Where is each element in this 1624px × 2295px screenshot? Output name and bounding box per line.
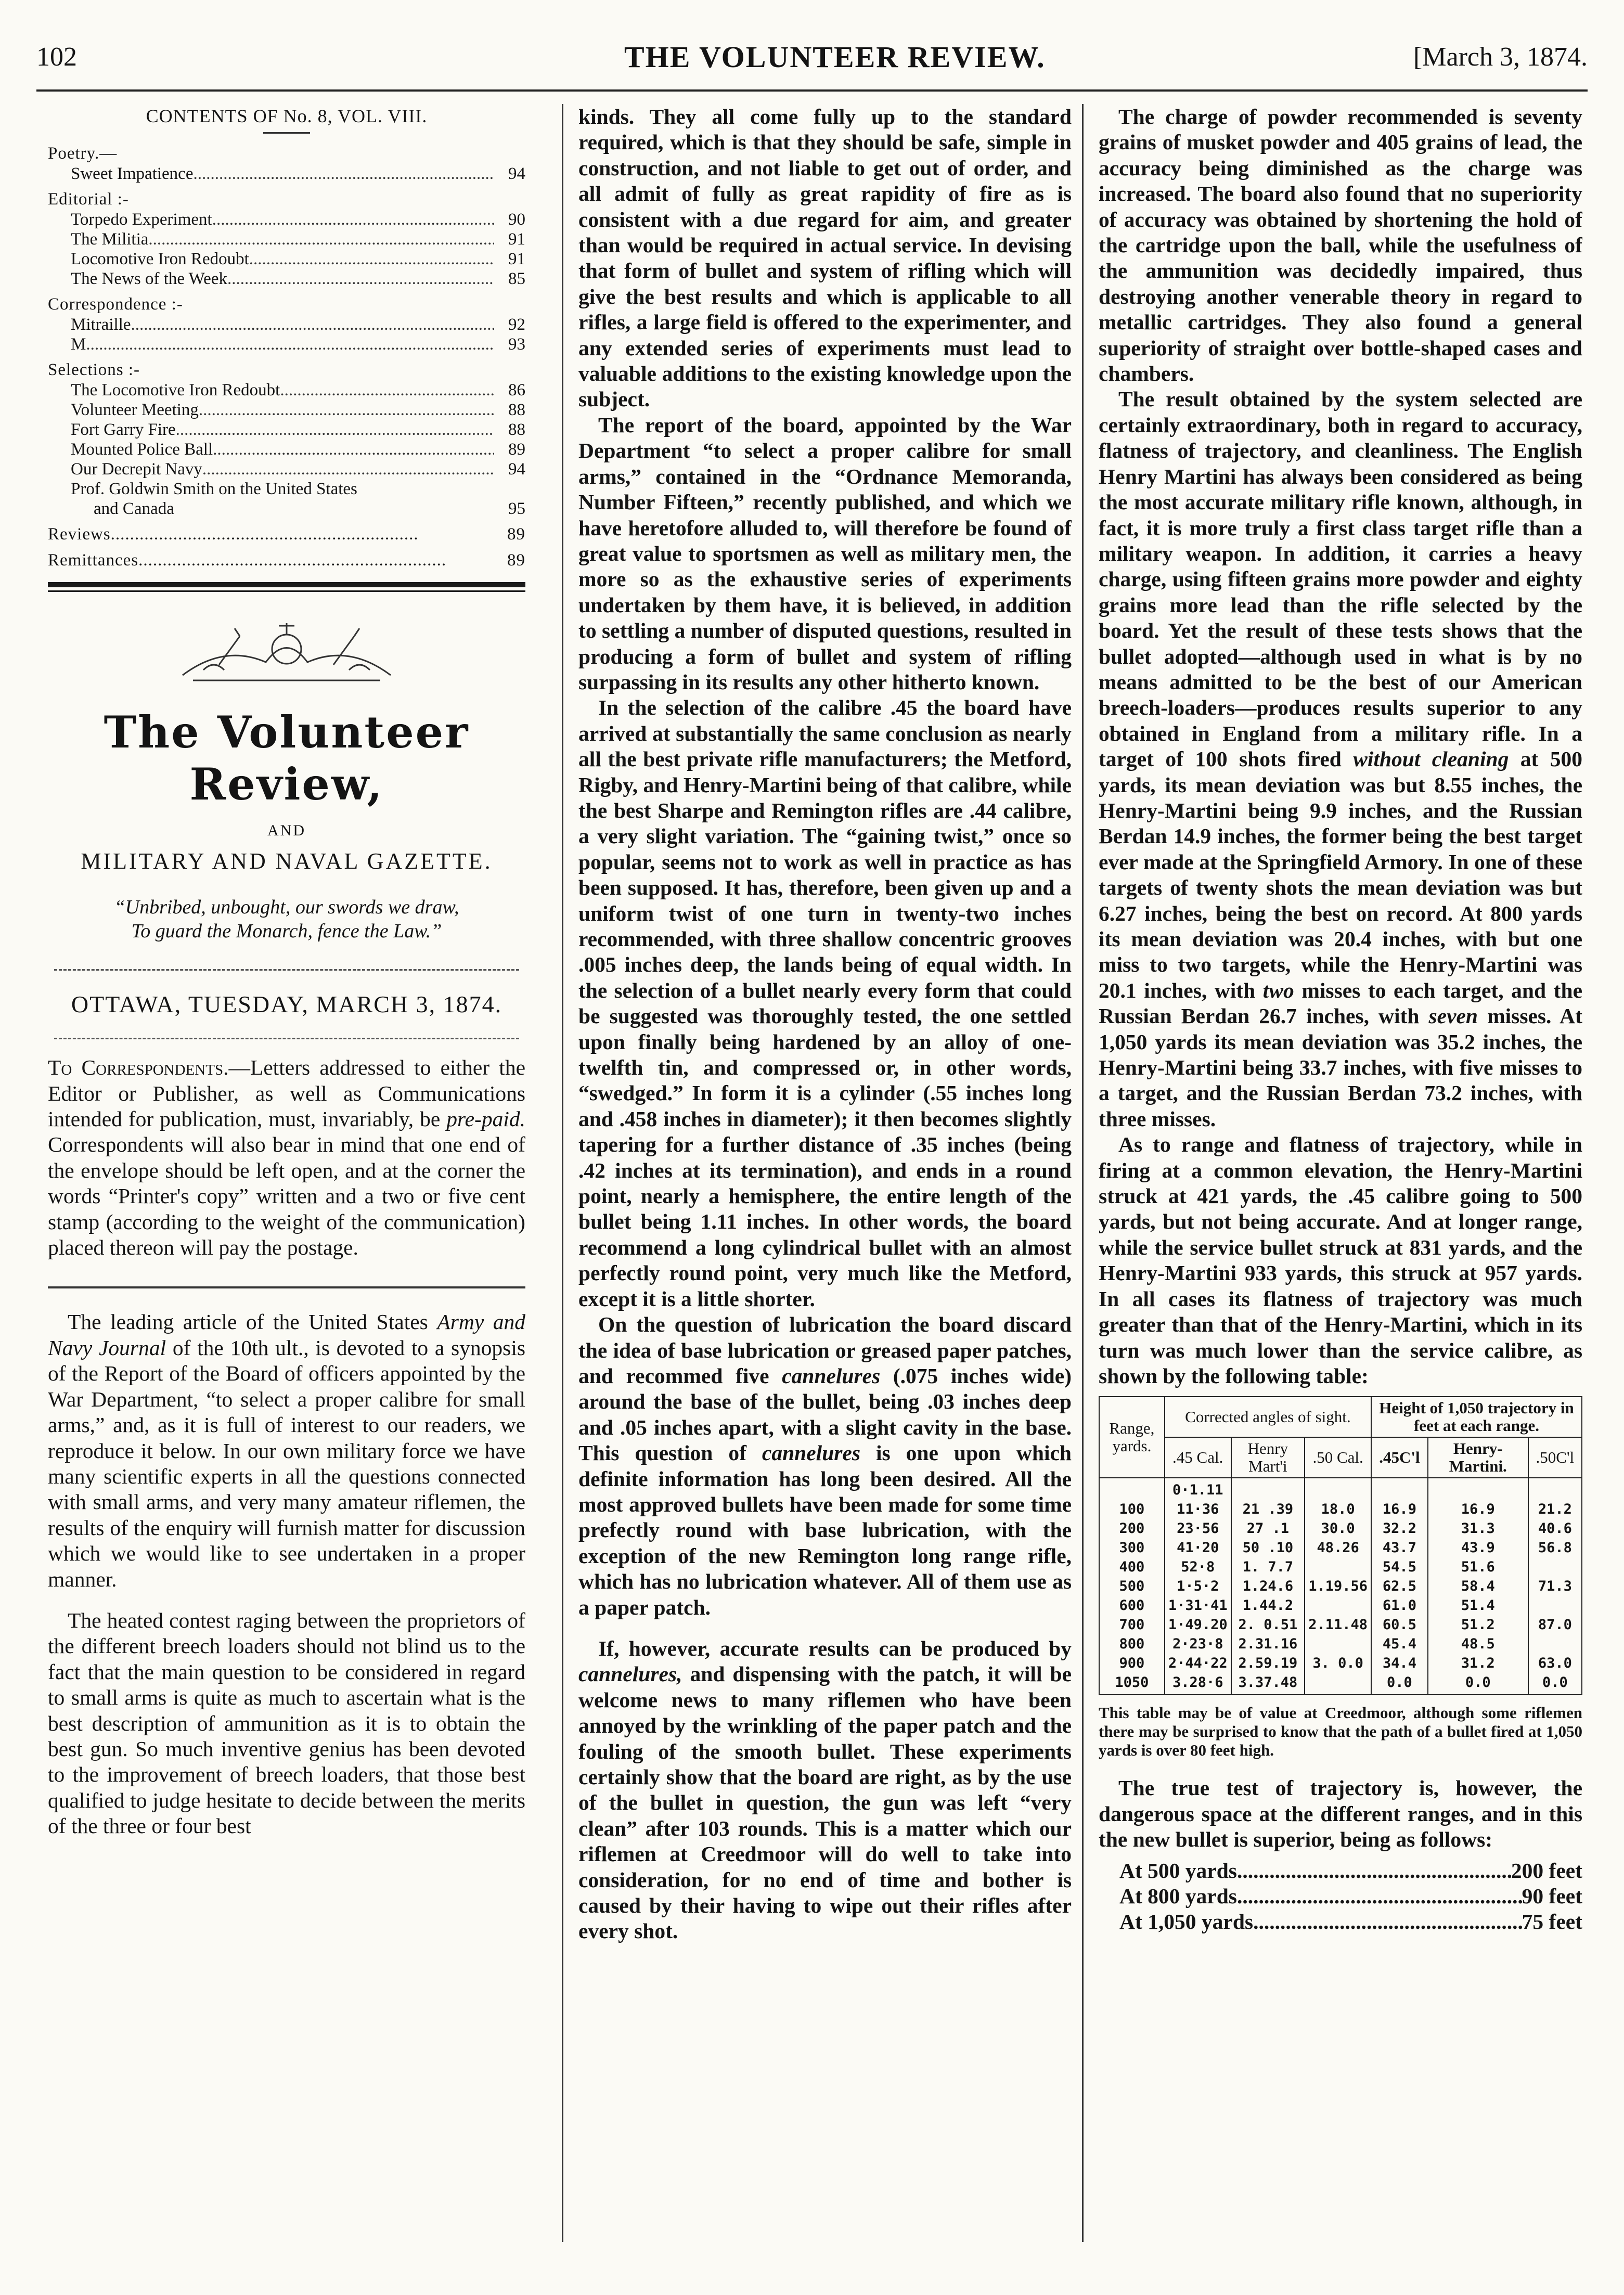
- table-cell-value: 16.9: [1461, 1501, 1495, 1518]
- table-cell-value: [1308, 1634, 1368, 1654]
- header-range: Range, yards.: [1099, 1397, 1165, 1478]
- text: is one upon which definite information has long been desired. All the most approved bullets have been made for some time prefectly round with base lubrication, with the exception of the new Remington long range rifle, which has no lubrication whatever. All of them use as a paper patch.: [578, 1441, 1072, 1619]
- toc-item-label: Mitraille: [71, 315, 131, 334]
- toc-section-heading: Reviews ................................................................ 89: [48, 525, 525, 544]
- table-cell-value: 1.19.56: [1308, 1578, 1368, 1595]
- table-cell-value: 48.26: [1317, 1540, 1359, 1556]
- table-cell-value: [1532, 1634, 1578, 1654]
- toc-section-heading: Poetry.—: [48, 144, 118, 163]
- text: and dispensing with the patch, it will be welcome news to many riflemen who have been annoyed by the wrinkling of the paper patch and the fouling of the smooth bullet. These experiments certainly show that the board are right, as by the use of the bullet in question, the gun was left “very clean” after 103 rounds. This is a matter which our riflemen at Creedmoor will do well to take into consideration, for no end of time and bother is caused by their having to wipe out their rifles after every shot.: [578, 1662, 1072, 1943]
- paragraph: [1099, 386, 1582, 1132]
- toc-item: [48, 210, 525, 229]
- table-cell-value: 1·31·41: [1168, 1597, 1228, 1614]
- table-cell-value: [1308, 1480, 1368, 1500]
- header-angles: Corrected angles of sight.: [1165, 1397, 1371, 1437]
- table-cell-value: 3. 0.0: [1312, 1655, 1363, 1672]
- toc-item-page: 91: [508, 250, 525, 268]
- contents-rule: [263, 132, 310, 134]
- masthead-subtitle: MILITARY AND NAVAL GAZETTE.: [81, 848, 493, 874]
- table-cell-value: 54.5: [1382, 1559, 1416, 1576]
- masthead-and: AND: [267, 822, 306, 839]
- table-cell-value: 61.0: [1382, 1597, 1416, 1614]
- table-cell-value: 48.5: [1461, 1636, 1495, 1653]
- header-50cal-height: .50C'l: [1528, 1437, 1582, 1478]
- toc-item: [48, 479, 525, 499]
- toc-item: [48, 380, 525, 400]
- column-rule: [1082, 104, 1084, 2242]
- table-cell-value: 2. 0.51: [1238, 1617, 1298, 1633]
- emphasis: two: [1262, 978, 1294, 1002]
- table-cell-value: [1532, 1557, 1578, 1577]
- paragraph: The charge of powder recommended is seventy grains of musket powder and 405 grains of lead, the accuracy being diminished as the charge was increased. The board also found that no superiority of accuracy was obtained by shortening the hold of the cartridge upon the ball, while the usefulness of the ammunition was decidedly impaired, thus destroying another venerable theory in regard to metallic cartridges. They also found a general superiority of straight over bottle-shaped cases and chambers.: [1099, 105, 1582, 386]
- table-cell-value: 700: [1119, 1617, 1145, 1633]
- column-2: [578, 104, 1072, 2252]
- column-rule: [562, 104, 563, 2242]
- table-cell-value: 50 .10: [1242, 1540, 1294, 1556]
- table-cell-value: 58.4: [1461, 1578, 1495, 1595]
- table-cell-value: 400: [1119, 1559, 1145, 1576]
- header-henry-height: Henry-Martini.: [1428, 1437, 1528, 1478]
- trajectory-table: [1099, 1396, 1582, 1695]
- table-cell-value: 32.2: [1382, 1520, 1416, 1537]
- table-cell-value: 0.0: [1542, 1674, 1568, 1691]
- toc-item: [48, 420, 525, 440]
- table-cell-value: 51.6: [1461, 1559, 1495, 1576]
- table-cell-value: 0.0: [1387, 1674, 1412, 1691]
- table-cell-value: 31.2: [1461, 1655, 1495, 1672]
- toc-section-heading: Correspondence :-: [48, 295, 183, 314]
- text: misses. At 1,050 yards its mean deviation was 35.2 inches, the Henry-Martini being 33.7 inches, with five misses to a target, and the Russian Berdan 73.2 inches, with three misses.: [1099, 1004, 1582, 1131]
- table-cell-value: 41·20: [1177, 1540, 1219, 1556]
- table-cell-value: 3.28·6: [1172, 1674, 1223, 1691]
- paragraph: In the selection of the calibre .45 the board have arrived at substantially the same conclusion as nearly all the best private rifle manufacturers; the Metford, Rigby, and Henry-Martini being of that calibre, while the best Sharpe and Remington rifles are .44 calibre, a very slight variation. The “gaining twist,” once so popular, seems not to work as well in practice as has been supposed. It has, therefore, been given up and a uniform twist of one turn in twenty-two inches recommended, with three shallow concentric grooves .005 inches deep, the lands being of equal width. In the selection of a bullet nearly every form that could be suggested was thoroughly tested, the one settled upon finally being hardened by an alloy of one-twelfth tin, and compressed or, in other words, “swedged.” In form it is a cylinder (.55 inches long and .458 inches in diameter); it then becomes slightly tapering for a further distance of .35 inches (being .42 inches at its termination), and ends in a round point, nearly a hemisphere, the entire length of the bullet being 1.11 inches. In other words, the board recommend a long cylindrical bullet with an almost perfectly round point, very much like the Metford, except it is a little shorter.: [578, 695, 1072, 1311]
- toc-item-page: 88: [508, 401, 525, 419]
- table-cell-value: 34.4: [1382, 1655, 1416, 1672]
- table-cell-value: 43.9: [1461, 1540, 1495, 1556]
- divider: [48, 590, 525, 592]
- table-cell-value: [1235, 1480, 1301, 1500]
- paragraph: As to range and flatness of trajectory, while in firing at a common elevation, the Henry-Martini struck at 421 yards, the .45 calibre going to 500 yards, but not being accurate. And at longer range, while the service bullet struck at 831 yards, and the Henry-Martini 933 yards, this struck at 957 yards. In all cases its flatness of trajectory was much greater than that of the Henry-Martini, which in its turn was much lower than the service calibre, as shown by the following table:: [1099, 1132, 1582, 1388]
- table-cell-value: 21.2: [1538, 1501, 1572, 1518]
- toc-item-label: The Militia: [71, 230, 149, 249]
- journal-title: THE VOLUNTEER REVIEW.: [624, 40, 1046, 74]
- trajectory-row: [1099, 1909, 1582, 1935]
- table-cell-value: 60.5: [1382, 1617, 1416, 1633]
- paragraph: [578, 1312, 1072, 1620]
- motto: [48, 895, 525, 943]
- table-cell-value: 1·49.20: [1168, 1617, 1228, 1633]
- table-cell-value: 51.2: [1461, 1617, 1495, 1633]
- table-cell-value: 27 .1: [1246, 1520, 1290, 1537]
- table-cell-value: 62.5: [1382, 1578, 1416, 1595]
- notice-emphasis: pre-paid.: [446, 1107, 525, 1131]
- header-45cal-height: .45C'l: [1371, 1437, 1428, 1478]
- masthead-title: The Volunteer Review,: [104, 706, 470, 810]
- toc-item-page: 88: [508, 420, 525, 439]
- table-note: This table may be of value at Creedmoor, although some riflemen there may be surprised to know that the path of a bullet fired at 1,050 yards is over 80 feet high.: [1099, 1704, 1582, 1760]
- table-cell-value: 1. 7.7: [1242, 1559, 1294, 1576]
- table-cell-value: 200: [1119, 1520, 1145, 1537]
- toc-item-page: 89: [508, 440, 525, 459]
- trajectory-distance: At 500 yards: [1119, 1858, 1237, 1883]
- trajectory-distance: At 1,050 yards: [1119, 1910, 1254, 1934]
- toc-item-label: The News of the Week: [71, 269, 227, 288]
- toc-item-page: 94: [508, 164, 525, 183]
- table-cell-value: 11·36: [1177, 1501, 1219, 1518]
- ranges-cell: [1099, 1478, 1165, 1695]
- table-cell-value: 71.3: [1538, 1578, 1572, 1595]
- table-cell-value: 1·5·2: [1177, 1578, 1219, 1595]
- table-cell-value: 40.6: [1538, 1520, 1572, 1537]
- table-cell-value: 2.59.19: [1238, 1655, 1298, 1672]
- notice-text: Correspondents will also bear in mind that one end of the envelope should be left open, and at the corner the words “Printer's copy” written and a two or five cent stamp (according to the weight of the communication) placed thereon will pay the postage.: [48, 1132, 525, 1260]
- table-cell-value: 300: [1119, 1540, 1145, 1556]
- divider: [54, 969, 519, 971]
- toc-item-label: Volunteer Meeting: [71, 401, 199, 419]
- table-cell-value: [1308, 1557, 1368, 1577]
- toc-section-heading: Remittances ................................................................ 89: [48, 551, 525, 570]
- table-cell-value: [1308, 1596, 1368, 1615]
- table-cell-value: 1.44.2: [1242, 1597, 1294, 1614]
- table-cell-value: 43.7: [1382, 1540, 1416, 1556]
- toc-item-label: Prof. Goldwin Smith on the United States: [71, 480, 357, 498]
- toc-item-label: Fort Garry Fire: [71, 420, 176, 439]
- text: misses to each target, and the Russian Berdan 26.7 inches, with: [1099, 978, 1582, 1028]
- paragraph: The true test of trajectory is, however, the dangerous space at the different ranges, and in this the new bullet is superior, being as follows:: [1099, 1776, 1582, 1852]
- text: The result obtained by the system selected are certainly extraordinary, both in regard to accuracy, flatness of trajectory, and cleanliness. The English Henry Martini has always been considered as being the most accurate military rifle known, although, in fact, it is more truly a first class target rifle than a military weapon. In addition, it carries a heavy charge, using fifteen grains more powder and eighty grains more lead than the rifle selected by the board. Yet the result of these tests shows that the bullet adopted—although used in what is by no means admitted to be the best of our American breech-loaders—produces results superior to any obtained in England from a military rifle. In a target of 100 shots fired: [1099, 387, 1582, 771]
- toc-item-page: 94: [508, 460, 525, 479]
- notice-text: —Letters addressed to either the Editor or Publisher, as well as Communications intended for publication, must, invariably, be: [48, 1055, 525, 1131]
- table-of-contents: [48, 143, 525, 571]
- table-cell-value: 52·8: [1181, 1559, 1215, 1576]
- table-cell-value: 100: [1119, 1501, 1145, 1518]
- table-cell-value: 1050: [1115, 1674, 1149, 1691]
- paragraph: kinds. They all come fully up to the standard required, which is that they should be safe, simple in construction, and not liable to get out of order, and all admit of fully as great rapidity of fire as is consistent with a due regard for aim, and greater than would be required in actual service. In devising that form of bullet and system of rifling which will give the best results and which is applicable to all rifles, a large field is offered to the experimenter, and any extended series of experiments must lead to valuable additions to the existing knowledge upon the subject.: [578, 105, 1072, 411]
- toc-item: [48, 315, 525, 334]
- toc-item-label: The Locomotive Iron Redoubt: [71, 381, 280, 399]
- table-cell-value: 51.4: [1461, 1597, 1495, 1614]
- term: cannelures,: [578, 1662, 682, 1686]
- cal45-heights-cell: [1371, 1478, 1428, 1695]
- divider: [48, 582, 525, 587]
- toc-item-label: Locomotive Iron Redoubt: [71, 250, 249, 268]
- table-cell-value: 800: [1119, 1636, 1145, 1653]
- paragraph: [578, 1636, 1072, 1944]
- table-row: [1099, 1478, 1582, 1695]
- toc-section-heading: Editorial :-: [48, 190, 129, 209]
- cal45-angles-cell: [1165, 1478, 1231, 1695]
- text: The leading article of the United States: [68, 1310, 437, 1334]
- trajectory-height: 90 feet: [1522, 1884, 1582, 1908]
- trajectory-height: 75 feet: [1522, 1910, 1582, 1934]
- trajectory-row: [1099, 1884, 1582, 1909]
- table-cell-value: 30.0: [1321, 1520, 1355, 1537]
- motto-line: “Unbribed, unbought, our swords we draw,: [114, 896, 459, 918]
- cal50-angles-cell: [1305, 1478, 1371, 1695]
- contents-title: CONTENTS OF No. 8, VOL. VIII.: [146, 106, 428, 126]
- table-cell-value: 1.24.6: [1242, 1578, 1294, 1595]
- table-cell-value: 23·56: [1177, 1520, 1219, 1537]
- toc-section-heading: Selections :-: [48, 360, 140, 379]
- table-cell-value: 0.0: [1465, 1674, 1491, 1691]
- toc-item: [48, 269, 525, 289]
- divider: [54, 1038, 519, 1039]
- toc-item-page: 85: [508, 269, 525, 288]
- column-3: [1099, 104, 1582, 2263]
- table-cell-value: 600: [1119, 1597, 1145, 1614]
- header-50cal: .50 Cal.: [1305, 1437, 1371, 1478]
- motto-line: To guard the Monarch, fence the Law.”: [131, 920, 442, 942]
- header-heights: Height of 1,050 trajectory in feet at each range.: [1371, 1397, 1582, 1437]
- page-header: [36, 31, 1588, 88]
- notice-heading: To Correspondents.: [48, 1055, 229, 1080]
- table-cell-value: 18.0: [1321, 1501, 1355, 1518]
- table-cell-value: 63.0: [1538, 1655, 1572, 1672]
- table-cell-value: 16.9: [1382, 1501, 1416, 1518]
- paragraph: The report of the board, appointed by the War Department “to select a proper calibre for small arms,” contained in the “Ordnance Memoranda, Number Fifteen,” recently published, and which we have heretofore alluded to, will therefore be found of great value to sportsmen as well as military men, the more so as the exhaustive series of experiments undertaken by them have, it is believed, in addition to settling a number of disputed questions, resulted in producing a form of bullet and system of rifling surpassing in its results any other hitherto known.: [578, 412, 1072, 694]
- toc-item-continuation: and Canada 95: [94, 499, 525, 518]
- text: On the question of lubrication the board discard the idea of base lubrication or greased paper patches, and recommed five: [578, 1312, 1072, 1388]
- issue-date: [March 3, 1874.: [1413, 42, 1588, 72]
- table-cell-value: 31.3: [1461, 1520, 1495, 1537]
- toc-item: [48, 459, 525, 479]
- toc-item-label: Sweet Impatience: [71, 164, 194, 183]
- publication-name: Army and Navy Journal: [48, 1310, 525, 1360]
- text: If, however, accurate results can be produced by: [598, 1636, 1072, 1660]
- toc-item-page: 93: [508, 335, 525, 354]
- table-cell-value: [1532, 1596, 1578, 1615]
- table-cell-value: 21 .39: [1242, 1501, 1294, 1518]
- toc-item: [48, 164, 525, 184]
- table-cell-value: 2·44·22: [1168, 1655, 1228, 1672]
- table-cell-value: 900: [1119, 1655, 1145, 1672]
- toc-item: [48, 440, 525, 459]
- table-cell-value: 2.11.48: [1308, 1617, 1368, 1633]
- text: (.075 inches wide) around the base of the bullet, being .03 inches deep and .05 inches apart, with a slight cavity in the base. This question of: [578, 1363, 1072, 1465]
- cal50-heights-cell: [1528, 1478, 1582, 1695]
- trajectory-row: [1099, 1858, 1582, 1884]
- table-cell-value: 2·23·8: [1172, 1636, 1223, 1653]
- toc-item-page: 90: [508, 210, 525, 229]
- divider: [48, 1286, 525, 1288]
- table-cell-value: 0·1.11: [1172, 1482, 1223, 1499]
- page-number: 102: [36, 42, 77, 72]
- header-henry: Henry Mart'i: [1231, 1437, 1305, 1478]
- text: of the 10th ult., is devoted to a synopsis of the Report of the Board of officers appointed by the War Department, “to select a proper calibre for small arms,” and, as it is full of interest to our readers, we reproduce it below. In our own military force we have many scientific experts in all the questions connected with small arms, and very many amateur riflemen, the results of the enquiry will furnish matter for discussion which we would like to see undertaken in a proper manner.: [48, 1335, 525, 1591]
- toc-item-label: Torpedo Experiment: [71, 210, 212, 229]
- table-cell-value: 87.0: [1538, 1617, 1572, 1633]
- toc-item: [48, 334, 525, 354]
- emblem-icon: [162, 613, 411, 691]
- header-rule: [36, 89, 1588, 92]
- term: cannelures: [782, 1363, 881, 1388]
- trajectory-distance: At 800 yards: [1119, 1884, 1237, 1908]
- henry-angles-cell: [1231, 1478, 1305, 1695]
- toc-item-label: M: [71, 335, 86, 354]
- toc-item-page: 86: [508, 381, 525, 399]
- table-cell-value: 56.8: [1538, 1540, 1572, 1556]
- table-cell-value: 500: [1119, 1578, 1145, 1595]
- header-45cal: .45 Cal.: [1165, 1437, 1231, 1478]
- toc-item-label: Our Decrepit Navy: [71, 460, 202, 479]
- table-cell-value: 2.31.16: [1238, 1636, 1298, 1653]
- henry-heights-cell: [1428, 1478, 1528, 1695]
- table-cell-value: [1308, 1673, 1368, 1692]
- paragraph: [48, 1309, 525, 1592]
- table-cell-value: 45.4: [1382, 1636, 1416, 1653]
- toc-item-page: 91: [508, 230, 525, 249]
- toc-item: [48, 229, 525, 249]
- column-1: [48, 104, 525, 2263]
- dateline: OTTAWA, TUESDAY, MARCH 3, 1874.: [71, 990, 502, 1017]
- term: cannelures: [762, 1441, 861, 1465]
- toc-item: [48, 249, 525, 269]
- toc-item-label: Mounted Police Ball: [71, 440, 213, 459]
- correspondents-notice: [48, 1055, 525, 1260]
- toc-item: [48, 400, 525, 420]
- text: at 500 yards, its mean deviation was but 8.55 inches, the Henry-Martini being 9.9 inches, and the Russian Berdan 14.9 inches, the former being the best target ever made at the Springfield Armory. In one of these targets of twenty shots the mean deviation was but 6.27 inches, being the best on record. At 800 yards its mean deviation was 20.4 inches, with but one miss to two targets, while the Henry-Martini was 20.1 inches, with: [1099, 747, 1582, 1002]
- emphasis: without cleaning: [1353, 747, 1509, 771]
- dangerous-space-list: [1099, 1858, 1582, 1935]
- toc-item-page: 92: [508, 315, 525, 334]
- paragraph: The heated contest raging between the proprietors of the different breech loaders should not blind us to the fact that the main question to be considered in regard to small arms is quite as much to ascertain what is the best description of ammunition as it is to obtain the best gun. So much inventive genius has been devoted to the improvement of breech loaders, that those best qualified to judge hesitate to decide between the merits of the three or four best: [48, 1608, 525, 1838]
- emphasis: seven: [1428, 1004, 1478, 1028]
- trajectory-height: 200 feet: [1511, 1858, 1582, 1883]
- table-cell-value: 3.37.48: [1238, 1674, 1298, 1691]
